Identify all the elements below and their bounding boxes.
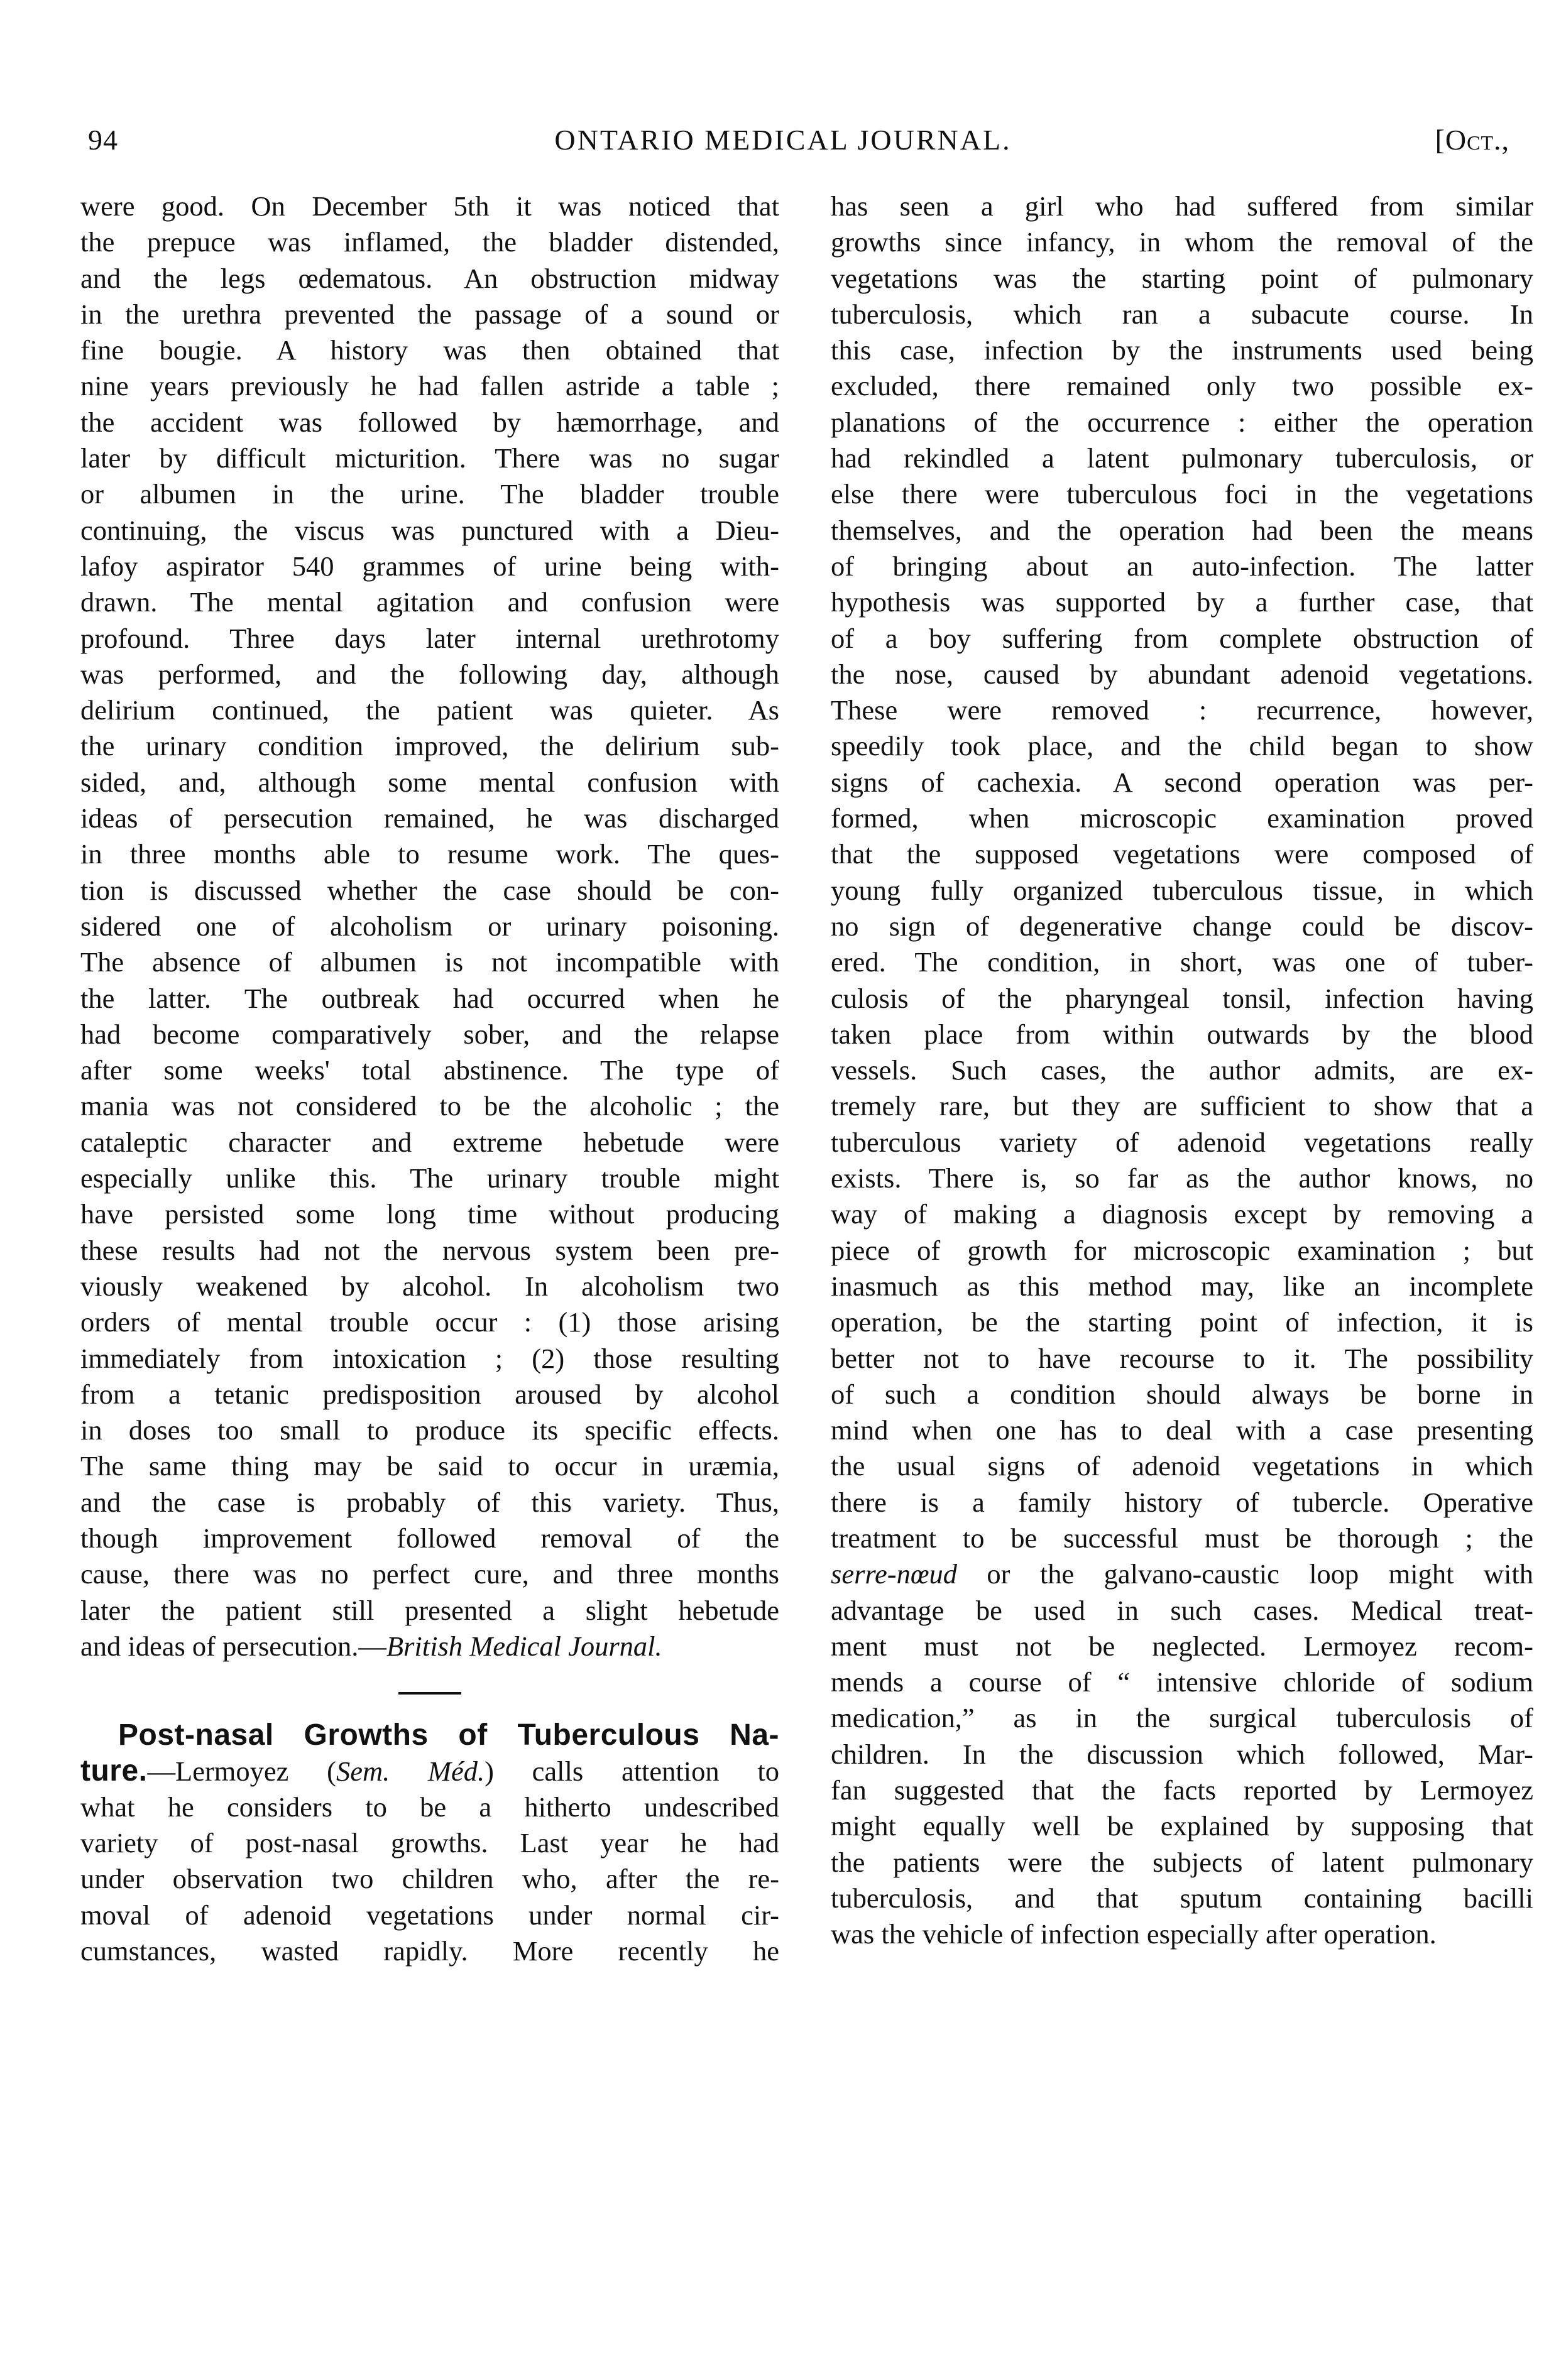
text-line: no sign of degenerative change could be discov- (831, 910, 1533, 942)
closing-text: and ideas of persecution.— (80, 1630, 386, 1662)
text-line: taken place from within outwards by the blood (831, 1018, 1533, 1050)
text-line: and the legs œdematous. An obstruction midway (80, 262, 779, 294)
article-post-nasal-growths (80, 1717, 779, 1969)
text-line: might equally well be explained by supposing that (831, 1810, 1533, 1842)
text-line: of a boy suffering from complete obstruction of (831, 622, 1533, 654)
text-line: variety of post-nasal growths. Last year he had (80, 1827, 779, 1859)
text-line: orders of mental trouble occur : (1) those arising (80, 1306, 779, 1338)
text-line: especially unlike this. The urinary trouble might (80, 1162, 779, 1194)
text-line: planations of the occurrence : either the operation (831, 406, 1533, 438)
text-line: that the supposed vegetations were composed of (831, 838, 1533, 870)
text-line: piece of growth for microscopic examination ; but (831, 1234, 1533, 1266)
text-line: immediately from intoxication ; (2) those resulting (80, 1342, 779, 1374)
text-line: The same thing may be said to occur in uræmia, (80, 1450, 779, 1482)
text-line: themselves, and the operation had been the means (831, 514, 1533, 546)
lead-text: ) calls attention to (485, 1755, 779, 1788)
author-attribution: —Lermoyez ( (147, 1755, 336, 1788)
text-line: excluded, there remained only two possible ex- (831, 370, 1533, 402)
text-line: ment must not be neglected. Lermoyez recom- (831, 1630, 1533, 1662)
text-line: operation, be the starting point of infection, it is (831, 1306, 1533, 1338)
text-line: later the patient still presented a slight hebetude (80, 1594, 779, 1626)
text-line: the latter. The outbreak had occurred when he (80, 982, 779, 1014)
text-line: under observation two children who, after the re- (80, 1863, 779, 1895)
text-line: These were removed : recurrence, however, (831, 694, 1533, 726)
article-body-end (831, 1593, 1533, 1953)
text-line: speedily took place, and the child began to show (831, 730, 1533, 762)
text-line: fan suggested that the facts reported by Lermoyez (831, 1774, 1533, 1806)
article-heading-continuation (80, 1753, 779, 1789)
text-line: culosis of the pharyngeal tonsil, infection having (831, 982, 1533, 1014)
citation-source: British Medical Journal. (386, 1630, 662, 1662)
article-closing-line (80, 1629, 779, 1664)
text-line: moval of adenoid vegetations under normal cir- (80, 1899, 779, 1931)
text-line: in three months able to resume work. The ques- (80, 838, 779, 870)
text-line: cataleptic character and extreme hebetude were (80, 1126, 779, 1158)
text-line: signs of cachexia. A second operation was per- (831, 766, 1533, 798)
page-header (0, 123, 1566, 173)
text-line: drawn. The mental agitation and confusion were (80, 586, 779, 618)
text-line: continuing, the viscus was punctured with a Dieu- (80, 514, 779, 546)
text-line: fine bougie. A history was then obtained that (80, 334, 779, 366)
text-line: profound. Three days later internal urethrotomy (80, 622, 779, 654)
text-line: medication,” as in the surgical tuberculosis of (831, 1702, 1533, 1734)
text-line: treatment to be successful must be thorough ; the (831, 1522, 1533, 1554)
text-line: mends a course of “ intensive chloride of sodium (831, 1666, 1533, 1698)
text-line: advantage be used in such cases. Medical treat- (831, 1594, 1533, 1626)
text-line: there is a family history of tubercle. Operative (831, 1486, 1533, 1518)
text-line: were good. On December 5th it was noticed that (80, 190, 779, 222)
text-line: the urinary condition improved, the delirium sub- (80, 730, 779, 762)
right-column (831, 188, 1533, 1953)
text-line: from a tetanic predisposition aroused by alcohol (80, 1378, 779, 1410)
text-line: the nose, caused by abundant adenoid vegetations. (831, 658, 1533, 690)
text-line: this case, infection by the instruments used being (831, 334, 1533, 366)
journal-title: ONTARIO MEDICAL JOURNAL. (554, 124, 1012, 156)
source-citation: Sem. Méd. (336, 1755, 485, 1788)
text-line: children. In the discussion which followed, Mar- (831, 1738, 1533, 1770)
article-heading-end: ture. (80, 1754, 148, 1788)
text-line: sided, and, although some mental confusion with (80, 766, 779, 798)
text-line: tuberculosis, which ran a subacute course. In (831, 298, 1533, 330)
text-line: exists. There is, so far as the author knows, no (831, 1162, 1533, 1194)
left-column (80, 188, 779, 1969)
text-line: was the vehicle of infection especially after operation. (831, 1918, 1437, 1950)
text-line: mind when one has to deal with a case presenting (831, 1414, 1533, 1446)
article-continuation (80, 188, 779, 1629)
text-line: though improvement followed removal of the (80, 1522, 779, 1554)
text-line: these results had not the nervous system been pre- (80, 1234, 779, 1266)
text-line: lafoy aspirator 540 grammes of urine being with- (80, 550, 779, 582)
text-line: viously weakened by alcohol. In alcoholism two (80, 1270, 779, 1302)
article-body-continued (831, 188, 1533, 1556)
text-line: else there were tuberculous foci in the vegetations (831, 478, 1533, 510)
text-line: tuberculosis, and that sputum containing bacilli (831, 1882, 1533, 1914)
text-line: hypothesis was supported by a further case, that (831, 586, 1533, 618)
text-line: young fully organized tuberculous tissue, in which (831, 874, 1533, 906)
text-line: and the case is probably of this variety. Thus, (80, 1486, 779, 1518)
text-line: the patients were the subjects of latent pulmonary (831, 1846, 1533, 1878)
text-line: vessels. Such cases, the author admits, are ex- (831, 1054, 1533, 1086)
text-line: had become comparatively sober, and the relapse (80, 1018, 779, 1050)
text-line: had rekindled a latent pulmonary tuberculosis, or (831, 442, 1533, 474)
text-line: what he considers to be a hitherto undescribed (80, 1791, 779, 1823)
text-line: formed, when microscopic examination proved (831, 802, 1533, 834)
text-line: delirium continued, the patient was quieter. As (80, 694, 779, 726)
text-line: sidered one of alcoholism or urinary poisoning. (80, 910, 779, 942)
section-divider (398, 1692, 461, 1695)
page-number: 94 (88, 124, 118, 156)
text-line: way of making a diagnosis except by removing a (831, 1198, 1533, 1230)
article-heading: Post-nasal Growths of Tuberculous Na- (118, 1718, 779, 1752)
text-line: or albumen in the urine. The bladder trouble (80, 478, 779, 510)
text-line: ideas of persecution remained, he was discharged (80, 802, 779, 834)
text-line: in doses too small to produce its specific effects. (80, 1414, 779, 1446)
text-line: vegetations was the starting point of pulmonary (831, 262, 1533, 294)
text-line: the usual signs of adenoid vegetations in which (831, 1450, 1533, 1482)
text-line: ered. The condition, in short, was one of tuber- (831, 946, 1533, 978)
text-line: mania was not considered to be the alcoholic ; the (80, 1090, 779, 1122)
text-line: later by difficult micturition. There was no sugar (80, 442, 779, 474)
text-line: have persisted some long time without producing (80, 1198, 779, 1230)
text-line: The absence of albumen is not incompatible with (80, 946, 779, 978)
text-line: tremely rare, but they are sufficient to show that a (831, 1090, 1533, 1122)
text-line-italic-term (831, 1556, 1533, 1592)
text-line: after some weeks' total abstinence. The type of (80, 1054, 779, 1086)
text-line: of bringing about an auto-infection. The latter (831, 550, 1533, 582)
text-line: cause, there was no perfect cure, and three months (80, 1558, 779, 1590)
line-rest: or the galvano-caustic loop might with (957, 1558, 1533, 1590)
text-line: the accident was followed by hæmorrhage, and (80, 406, 779, 438)
text-line: cumstances, wasted rapidly. More recently he (80, 1935, 779, 1967)
text-line: nine years previously he had fallen astride a table ; (80, 370, 779, 402)
issue-month: [Oct., (1435, 124, 1509, 156)
italic-term: serre-nœud (831, 1558, 958, 1590)
text-line: tuberculous variety of adenoid vegetations really (831, 1126, 1533, 1158)
text-line: tion is discussed whether the case should be con- (80, 874, 779, 906)
text-line: of such a condition should always be borne in (831, 1378, 1533, 1410)
text-line: in the urethra prevented the passage of a sound or (80, 298, 779, 330)
text-line: was performed, and the following day, although (80, 658, 779, 690)
text-line: inasmuch as this method may, like an incomplete (831, 1270, 1533, 1302)
article-body (80, 1789, 779, 1969)
text-line: has seen a girl who had suffered from similar (831, 190, 1533, 222)
text-line: growths since infancy, in whom the removal of the (831, 226, 1533, 258)
text-line: better not to have recourse to it. The possibility (831, 1342, 1533, 1374)
text-line: the prepuce was inflamed, the bladder distended, (80, 226, 779, 258)
